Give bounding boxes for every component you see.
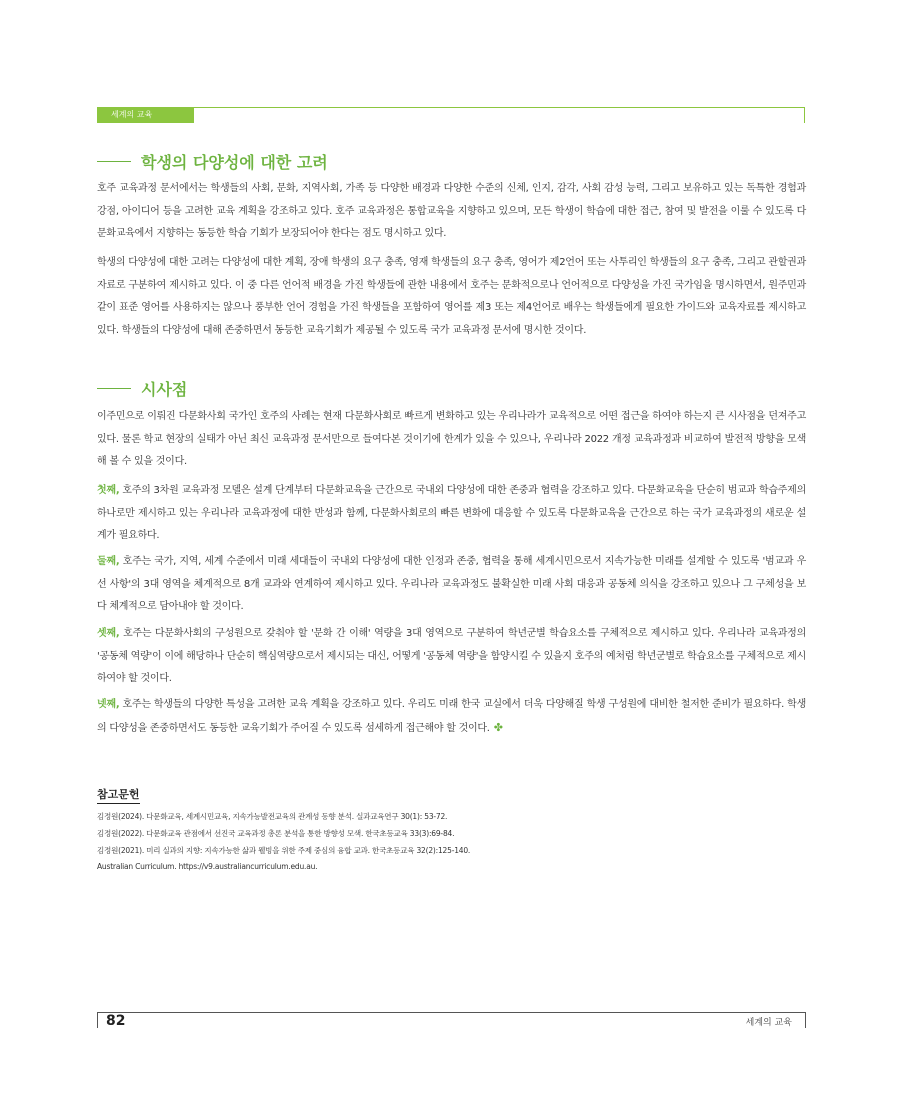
paragraph: 학생의 다양성에 대한 고려는 다양성에 대한 계획, 장애 학생의 요구 충족, 영재 학생들의 요구 충족, 영어가 제2언어 또는 사투리인 학생들의 요구 충족, 그리고 관할권과 자료로 구분하여 제시하고 있다. 이 중 다른 언어적 배경을 가진 학생들에 관한 내용에서 호주는 문화적으로나 언어적으로 다양성을 가진 국가임을 명시하면서, 원주민과 같이 표준 영어를 사용하지는 않으나 풍부한 언어 경험을 가진 학생들을 포함하여 영어를 제3 또는 제4언어로 배우는 학생들에게 필요한 가이드와 교육자료를 제시하고 있다. 학생들의 다양성에 대해 존중하면서 동등한 교육기회가 제공될 수 있도록 국가 교육과정 문서에 명시한 것이다. <box>97 257 806 336</box>
reference-item: 김정원(2021). 미리 실과의 지향: 지속가능한 삶과 웰빙을 위한 주제 중심의 융합 교과. 한국초등교육 32(2):125-140. <box>97 846 471 855</box>
section-tab: 세계의 교육 <box>97 107 194 123</box>
clover-icon: ✤ <box>493 720 503 734</box>
reference-item: 김정원(2022). 다문화교육 관점에서 선진국 교육과정 총론 분석을 통한 방향성 모색. 한국초등교육 33(3):69-84. <box>97 829 455 838</box>
heading-text: 학생의 다양성에 대한 고려 <box>141 153 328 172</box>
point-paragraph <box>97 551 806 619</box>
point-lead: 셋째, <box>97 628 120 639</box>
footer-right-tick <box>805 1012 806 1028</box>
footer-rule <box>97 1012 806 1013</box>
header-bar <box>97 107 805 123</box>
point-lead: 넷째, <box>97 699 120 710</box>
section-heading-diversity <box>97 150 328 173</box>
reference-item: 김정원(2024). 다문화교육, 세계시민교육, 지속가능발전교육의 관계성 동향 분석. 실과교육연구 30(1): 53-72. <box>97 812 448 821</box>
point-text: 호주는 학생들의 다양한 특성을 고려한 교육 계획을 강조하고 있다. 우리도 미래 한국 교실에서 더욱 다양해질 학생 구성원에 대비한 철저한 준비가 필요하다. 학생의 다양성을 존중하면서도 동등한 교육기회가 주어질 수 있도록 섬세하게 접근해야 할 것이다. <box>97 699 806 734</box>
heading-rule <box>97 388 131 389</box>
point-lead: 둘째, <box>97 556 120 567</box>
point-text: 호주의 3차원 교육과정 모델은 설계 단계부터 다문화교육을 근간으로 국내외 다양성에 대한 존중과 협력을 강조하고 있다. 다문화교육을 단순히 범교과 학습주제의 하나로만 제시하고 있는 우리나라 교육과정에 대한 반성과 함께, 다문화사회로의 빠른 변화에 대응할 수 있도록 다문화교육을 근간으로 하는 국가 교육과정의 새로운 설계가 필요하다. <box>97 485 806 542</box>
paragraph: 호주 교육과정 문서에서는 학생들의 사회, 문화, 지역사회, 가족 등 다양한 배경과 다양한 수준의 신체, 인지, 감각, 사회 감성 능력, 그리고 보유하고 있는 독특한 경험과 강점, 아이디어 등을 고려한 교육 계획을 강조하고 있다. 호주 교육과정은 통합교육을 지향하고 있으며, 모든 학생이 학습에 대한 접근, 참여 및 발전을 이룰 수 있도록 다문화교육에서 지향하는 동등한 학습 기회가 보장되어야 한다는 점도 명시하고 있다. <box>97 183 806 240</box>
footer-left-tick <box>97 1012 98 1028</box>
heading-text: 시사점 <box>141 380 188 399</box>
page-number: 82 <box>106 1013 126 1029</box>
references-title: 참고문헌 <box>97 786 140 804</box>
point-paragraph <box>97 623 806 691</box>
heading-rule <box>97 161 131 162</box>
point-paragraph <box>97 480 806 548</box>
section-heading-implications <box>97 377 187 400</box>
reference-item: Australian Curriculum. https://v9.australiancurriculum.edu.au. <box>97 862 318 871</box>
point-paragraph <box>97 694 806 740</box>
footer-title: 세계의 교육 <box>745 1018 792 1028</box>
point-text: 호주는 국가, 지역, 세계 수준에서 미래 세대들이 국내외 다양성에 대한 인정과 존중, 협력을 통해 세계시민으로서 지속가능한 미래를 설계할 수 있도록 '범교과 우선 사항'의 3대 영역을 체계적으로 8개 교과와 연계하여 제시하고 있다. 우리나라 교육과정도 불확실한 미래 사회 대응과 공동체 의식을 강조하고 있으나 그 구체성을 보다 체계적으로 담아내야 할 것이다. <box>97 556 806 613</box>
point-lead: 첫째, <box>97 485 120 496</box>
paragraph: 이주민으로 이뤄진 다문화사회 국가인 호주의 사례는 현재 다문화사회로 빠르게 변화하고 있는 우리나라가 교육적으로 어떤 접근을 하여야 하는지 큰 시사점을 던져주고 있다. 물론 학교 현장의 실태가 아닌 최신 교육과정 문서만으로 들여다본 것이기에 한계가 있을 수 있으나, 우리나라 2022 개정 교육과정과 비교하여 발전적 방향을 모색해 볼 수 있을 것이다. <box>97 411 806 468</box>
point-text: 호주는 다문화사회의 구성원으로 갖춰야 할 '문화 간 이해' 역량을 3대 영역으로 구분하여 학년군별 학습요소를 구체적으로 제시하고 있다. 우리나라 교육과정의 '공동체 역량'이 이에 해당하나 단순히 핵심역량으로서 제시되는 대신, 어떻게 '공동체 역량'을 함양시킬 수 있을지 호주의 예처럼 학년군별로 학습요소를 구체적으로 제시하여야 할 것이다. <box>97 628 806 685</box>
